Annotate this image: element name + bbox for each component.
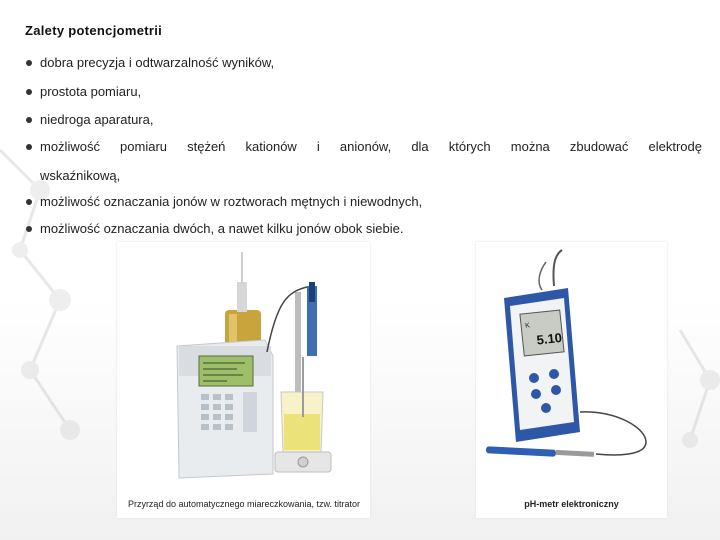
ph-meter-caption: pH-metr elektroniczny xyxy=(524,499,619,509)
bullet-dot-icon xyxy=(26,89,32,95)
bullet-text: dobra precyzja i odtwarzalność wyników, xyxy=(40,55,275,70)
bullet-dot-icon xyxy=(26,144,32,150)
bullet-item xyxy=(26,139,702,154)
meter-display-top: K xyxy=(524,322,531,330)
slide-title: Zalety potencjometrii xyxy=(25,23,163,38)
bullet-item xyxy=(26,194,702,209)
bullet-text-continuation: wskaźnikową, xyxy=(40,168,121,183)
bullet-dot-icon xyxy=(26,117,32,123)
bullet-text: prostota pomiaru, xyxy=(40,84,142,99)
bullet-text: niedroga aparatura, xyxy=(40,112,154,127)
titrator-photo xyxy=(117,242,370,518)
ph-meter-photo xyxy=(476,242,667,518)
bullet-text: możliwość pomiaru stężeń kationów i anionów, dla których można zbudować elektrodę xyxy=(40,139,702,154)
meter-display-value: 5.10 xyxy=(535,329,563,348)
bullet-item xyxy=(26,221,702,236)
titrator-illustration xyxy=(117,242,370,518)
bullet-dot-icon xyxy=(26,226,32,232)
bullet-text: możliwość oznaczania jonów w roztworach mętnych i niewodnych, xyxy=(40,194,423,209)
bullet-item xyxy=(26,112,702,127)
bullet-dot-icon xyxy=(26,60,32,66)
bullet-text: możliwość oznaczania dwóch, a nawet kilku jonów obok siebie. xyxy=(40,221,404,236)
bullet-dot-icon xyxy=(26,199,32,205)
bullet-item xyxy=(26,84,702,99)
bullet-item xyxy=(26,55,702,70)
ph-meter-illustration xyxy=(476,242,667,518)
titrator-caption: Przyrząd do automatycznego miareczkowania, tzw. titrator xyxy=(127,499,361,509)
